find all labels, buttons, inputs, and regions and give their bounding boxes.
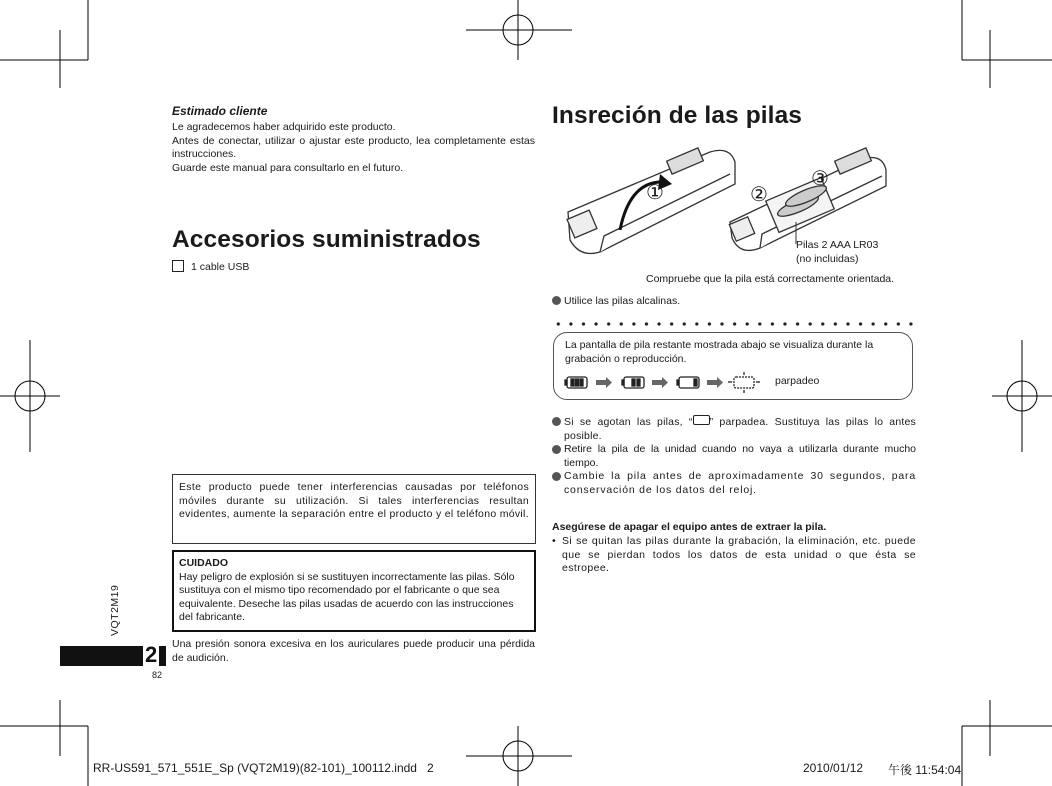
model-code: VQT2M19: [109, 584, 121, 636]
page-number: 2: [145, 642, 158, 667]
note-text: Retire la pila de la unidad cuando no vaya a utilizarla durante mucho tiempo.: [564, 443, 916, 469]
page-sub-number: 82: [152, 670, 163, 680]
note-item: [552, 415, 916, 443]
accessories-title: Accesorios suministrados: [172, 226, 481, 253]
note-text: Si se agotan las pilas, “: [564, 416, 693, 428]
bullet-icon: [552, 296, 561, 305]
orientation-note: Compruebe que la pila está correctamente orientada.: [646, 273, 895, 285]
caution-title: CUIDADO: [179, 557, 228, 569]
indicator-text: La pantalla de pila restante mostrada abajo se visualiza durante la grabación o reproducción.: [565, 339, 874, 365]
caution-text: Hay peligro de explosión si se sustituyen incorrectamente las pilas. Sólo sustituya con el mismo tipo recomendado por el fabricante o que sea equivalente. Deseche las pilas usadas de acuerdo con las instrucciones del fabricante.: [179, 570, 515, 623]
note-text: Cambie la pila antes de aproximadamente 30 segundos, para conservación de los datos del reloj.: [564, 470, 916, 496]
caution-box: [172, 550, 536, 632]
dotted-separator: [552, 320, 918, 328]
checkbox-icon: [172, 260, 184, 272]
bullet-icon: [552, 417, 561, 426]
alkaline-text: Utilice las pilas alcalinas.: [564, 295, 681, 307]
battery-level-sequence: [564, 372, 774, 394]
warning-title: Asegúrese de apagar el equipo antes de extraer la pila.: [552, 521, 827, 533]
note-text: ” parpadea. Sustituya las pilas lo antes posible.: [564, 416, 916, 442]
arrow-right-icon: [652, 377, 668, 388]
warning-bullet: •: [552, 535, 557, 547]
accessory-label: 1 cable USB: [191, 261, 250, 273]
battery-notes: [552, 415, 916, 497]
warning-text-block: [552, 535, 916, 576]
step-2-marker: ②: [750, 184, 768, 206]
greeting-text: [172, 121, 535, 175]
greeting-line: Antes de conectar, utilizar o ajustar este producto, lea completamente estas instrucciones.: [172, 134, 535, 160]
greeting-line: Le agradecemos haber adquirido este producto.: [172, 121, 396, 133]
step-1-marker: ①: [646, 182, 664, 204]
battery-empty-blink-icon: [734, 377, 754, 388]
warning-text: Si se quitan las pilas durante la grabación, la eliminación, etc. puede que se pierdan todos los datos de esta unidad o que ésta se estropee.: [562, 535, 916, 574]
greeting-title: Estimado cliente: [172, 104, 268, 118]
arrow-right-icon: [707, 377, 723, 388]
greeting-line: Guarde este manual para consultarlo en el futuro.: [172, 161, 404, 174]
arrow-right-icon: [596, 377, 612, 388]
battery-type-label: [796, 239, 878, 266]
sound-note: Una presión sonora excesiva en los auriculares puede producir una pérdida de audición.: [172, 638, 535, 664]
footer-time: 午後 11:54:04: [888, 763, 962, 777]
battery-note-line: (no incluidas): [796, 252, 859, 265]
battery-empty-icon: [693, 415, 710, 425]
accessory-item: [172, 260, 249, 275]
footer-filename: RR-US591_571_551E_Sp (VQT2M19)(82-101)_100112.indd 2: [93, 761, 434, 775]
note-item: [552, 443, 916, 470]
bullet-icon: [552, 445, 561, 454]
note-item: [552, 470, 916, 497]
interference-box: Este producto puede tener interferencias causadas por teléfonos móviles durante su utilización. Si tales interferencias resultan evidentes, aumente la separación entre el producto y el teléfono móvil.: [172, 474, 536, 544]
insertion-title: Insreción de las pilas: [552, 102, 803, 129]
blink-label: parpadeo: [775, 375, 820, 387]
battery-type-line: Pilas 2 AAA LR03: [796, 239, 879, 251]
alkaline-note: [552, 295, 680, 309]
footer-date: 2010/01/12: [803, 761, 864, 775]
bullet-icon: [552, 472, 561, 481]
step-3-marker: ③: [811, 168, 829, 190]
